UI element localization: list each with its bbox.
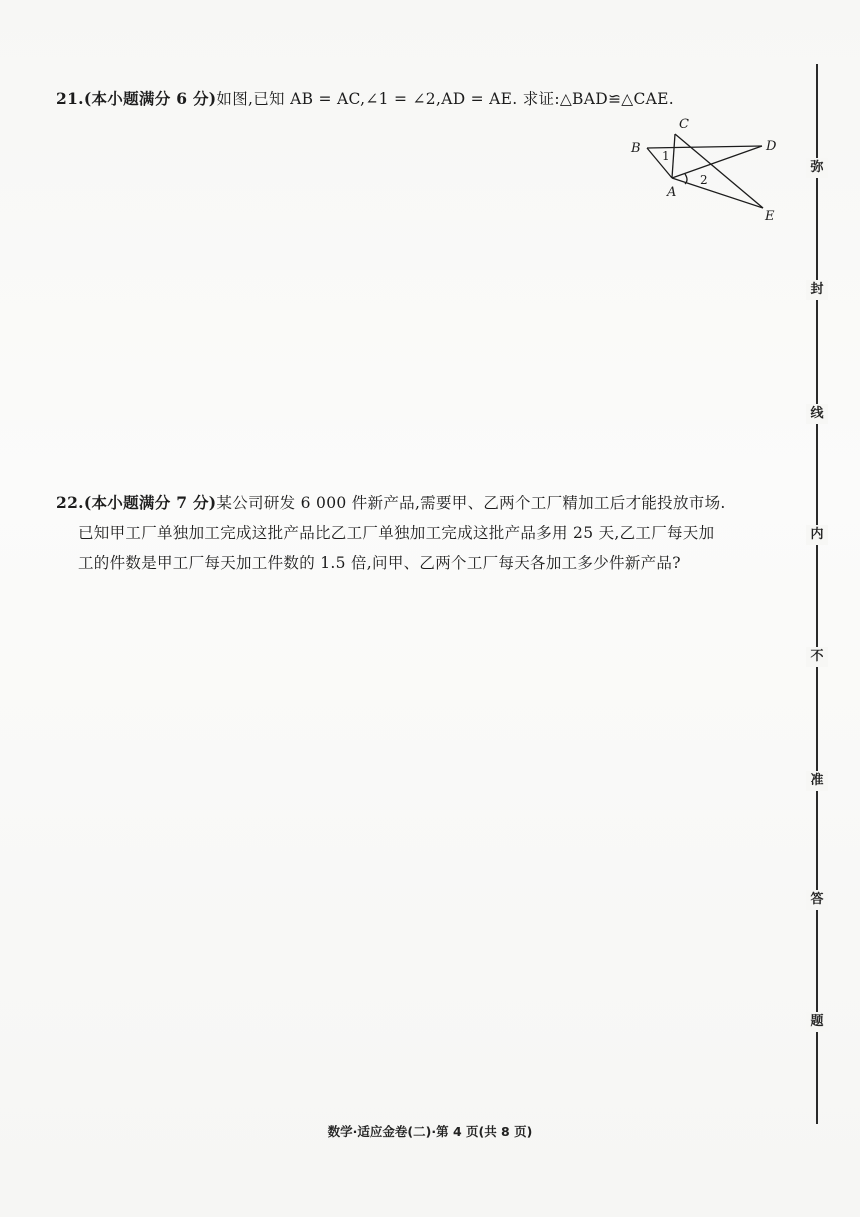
seal-char-6: 准 xyxy=(806,771,828,791)
seal-char-5: 不 xyxy=(806,647,828,667)
label-C: C xyxy=(679,117,689,132)
question-21-text: 如图,已知 AB = AC,∠1 = ∠2,AD = AE. 求证:△BAD≌△CAE. xyxy=(216,90,674,108)
segment-AD xyxy=(672,146,762,178)
question-22-number: 22. xyxy=(56,493,84,512)
label-E: E xyxy=(765,209,775,224)
seal-line xyxy=(816,64,818,1124)
seal-char-1: 弥 xyxy=(806,158,828,178)
seal-char-7: 答 xyxy=(806,890,828,910)
angle-2-label: 2 xyxy=(700,173,708,187)
segment-CA xyxy=(672,134,675,178)
page-footer: 数学·适应金卷(二)·第 4 页(共 8 页) xyxy=(327,1124,533,1139)
segment-CE xyxy=(675,134,763,208)
segment-BD xyxy=(647,146,762,148)
triangle-figure xyxy=(625,108,795,228)
label-A: A xyxy=(667,185,677,200)
question-22-line-1: 某公司研发 6 000 件新产品,需要甲、乙两个工厂精加工后才能投放市场. xyxy=(216,494,726,512)
question-22-line-3: 工的件数是甲工厂每天加工件数的 1.5 倍,问甲、乙两个工厂每天各加工多少件新产品? xyxy=(78,554,681,572)
question-22-line-2: 已知甲工厂单独加工完成这批产品比乙工厂单独加工完成这批产品多用 25 天,乙工厂每天加 xyxy=(78,524,715,542)
question-22-score: (本小题满分 7 分) xyxy=(83,493,217,512)
question-22 xyxy=(56,488,786,578)
label-B: B xyxy=(631,141,641,156)
seal-char-3: 线 xyxy=(806,404,828,424)
label-D: D xyxy=(766,139,777,154)
question-21-score: (本小题满分 6 分) xyxy=(83,89,217,108)
question-21-number: 21. xyxy=(56,89,84,108)
seal-char-8: 题 xyxy=(806,1012,828,1032)
angle-1-label: 1 xyxy=(662,149,670,163)
seal-char-2: 封 xyxy=(806,280,828,300)
seal-char-4: 内 xyxy=(806,525,828,545)
